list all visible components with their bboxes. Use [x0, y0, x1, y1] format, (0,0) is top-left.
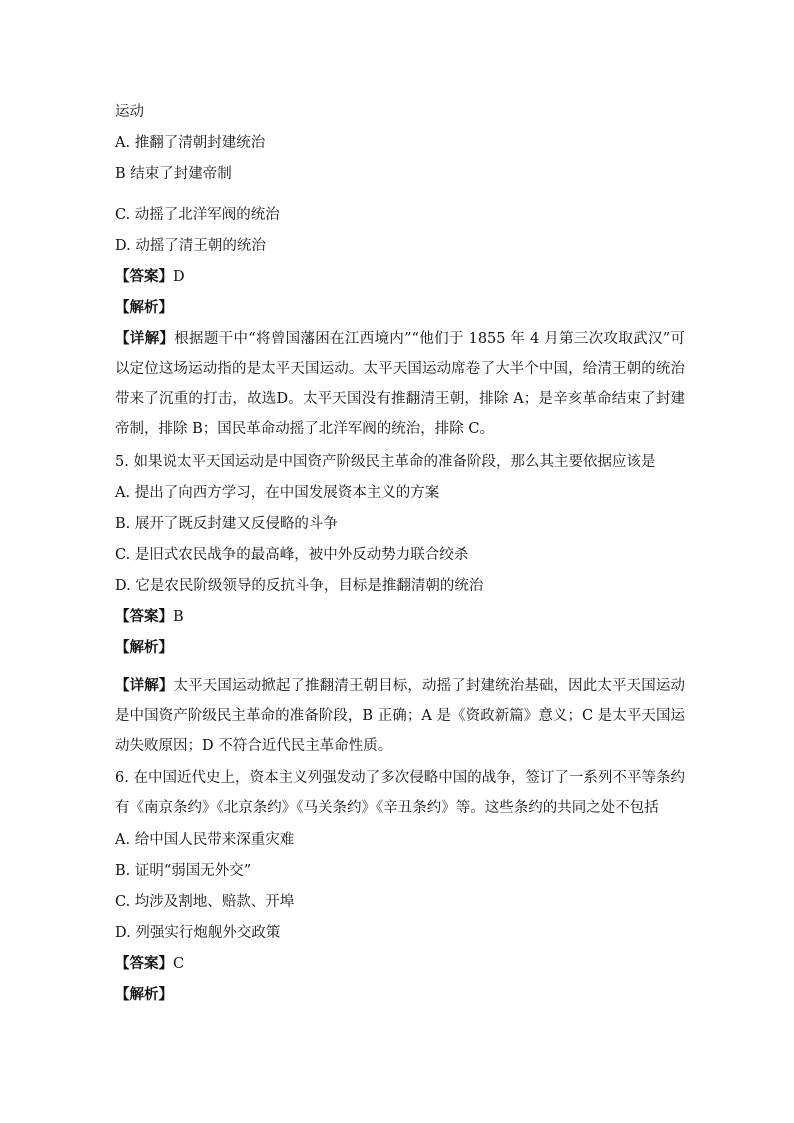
answer-value: B: [173, 609, 184, 625]
answer-value: C: [173, 956, 185, 972]
answer-tag: 【答案】: [115, 268, 173, 285]
q5-option-a: A. 提出了向西方学习，在中国发展资本主义的方案: [115, 485, 440, 501]
q5-detail: [115, 671, 685, 761]
detail-text: 太平天国运动掀起了推翻清王朝目标，动摇了封建统治基础，因此太平天国运动是中国资产阶级民主革命的准备阶段，B 正确；A 是《资政新篇》意义；C 是太平天国运动失败原因；D 不符合近代民主革命性质。: [115, 678, 686, 754]
detail-text: 根据题干中“将曾国藩困在江西境内”“他们于 1855 年 4 月第三次攻取武汉”可以定位这场运动指的是太平天国运动。太平天国运动席卷了大半个中国，给清王朝的统治带来了沉重的打击，故选D。太平天国没有推翻清王朝，排除 A；是辛亥革命结束了封建帝制，排除 B；国民革命动摇了北洋军阀的统治，排除 C。: [115, 331, 686, 437]
answer-tag: 【答案】: [115, 955, 173, 972]
q4-option-a: A. 推翻了清朝封建统治: [115, 135, 266, 151]
q5-analysis-tag: 【解析】: [115, 639, 173, 656]
q5-option-b: B. 展开了既反封建又反侵略的斗争: [115, 516, 338, 532]
q5-answer: [115, 607, 184, 627]
q4-option-d: D. 动摇了清王朝的统治: [115, 238, 266, 254]
detail-tag: 【详解】: [115, 330, 175, 347]
q6-question: 6. 在中国近代史上，资本主义列强发动了多次侵略中国的战争，签订了一系列不平等条约有《南京条约》《北京条约》《马关条约》《辛丑条约》等。这些条约的共同之处不包括: [115, 770, 685, 816]
q4-detail: [115, 324, 685, 444]
detail-tag: 【详解】: [115, 677, 174, 694]
q4-option-c: C. 动摇了北洋军阀的统治: [115, 207, 280, 223]
q6-analysis-tag: 【解析】: [115, 986, 173, 1003]
question-text-tail: 运动: [115, 104, 144, 120]
q6-option-c: C. 均涉及割地、赔款、开埠: [115, 894, 295, 910]
q4-analysis-tag: 【解析】: [115, 299, 173, 316]
q6-answer: [115, 954, 184, 974]
q5-question: 5. 如果说太平天国运动是中国资产阶级民主革命的准备阶段，那么其主要依据应该是: [115, 454, 656, 470]
q4-answer: [115, 267, 185, 287]
q6-option-b: B. 证明“弱国无外交”: [115, 863, 252, 879]
q5-option-c: C. 是旧式农民战争的最高峰，被中外反动势力联合绞杀: [115, 547, 469, 563]
q6-option-d: D. 列强实行炮舰外交政策: [115, 925, 281, 941]
q5-option-d: D. 它是农民阶级领导的反抗斗争，目标是推翻清朝的统治: [115, 578, 484, 594]
answer-tag: 【答案】: [115, 608, 173, 625]
answer-value: D: [173, 269, 185, 285]
q6-option-a: A. 给中国人民带来深重灾难: [115, 832, 295, 848]
q4-option-b: B 结束了封建帝制: [115, 166, 232, 182]
